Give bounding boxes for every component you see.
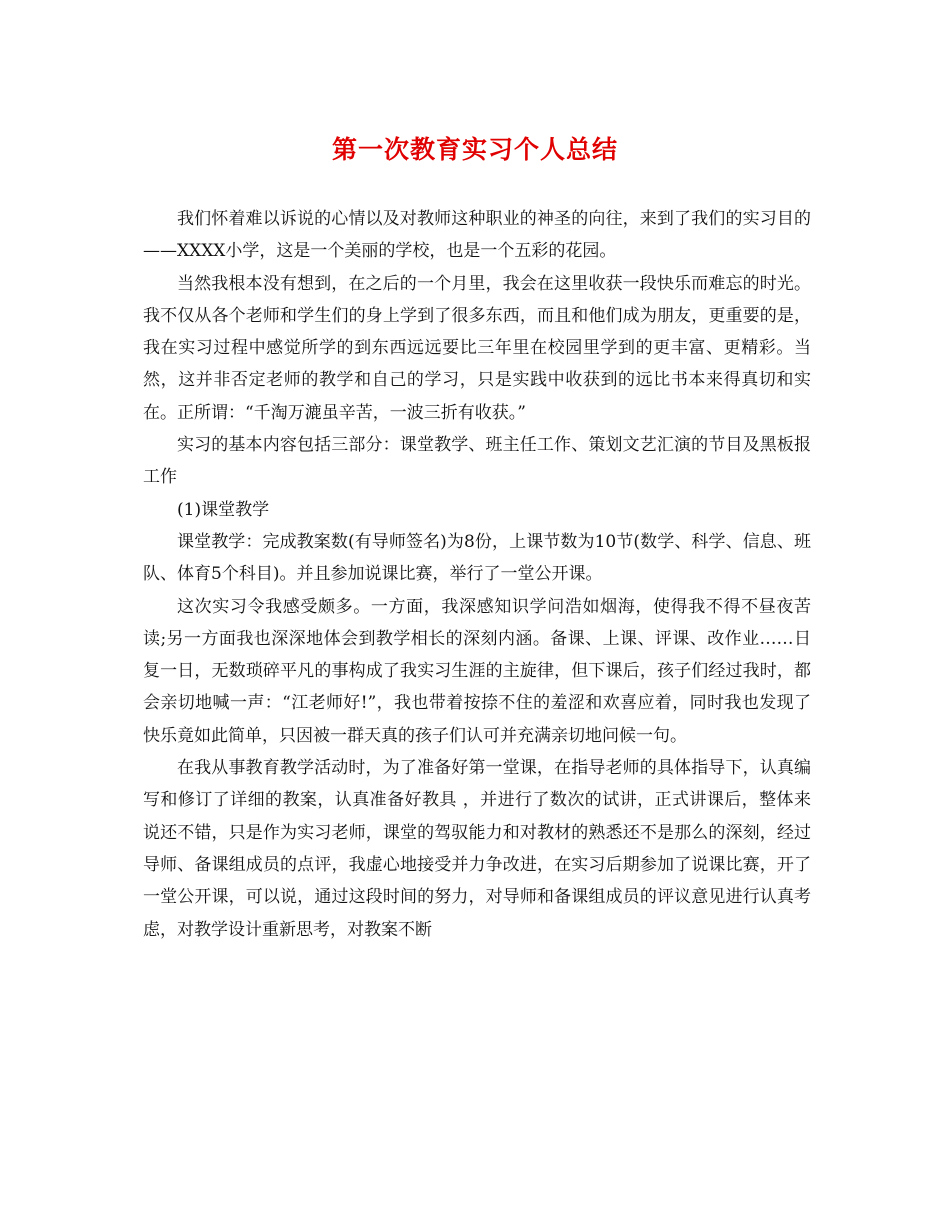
section-heading-classroom-teaching: (1)课堂教学 <box>177 499 270 520</box>
paragraph-content-overview: 实习的基本内容包括三部分：课堂教学、班主任工作、策划文艺汇演的节目及黑板报工作 <box>143 435 811 488</box>
paragraph-classroom-teaching: 课堂教学：完成教案数(有导师签名)为8份，上课节数为10节(数学、科学、信息、班队、体育5个科目)。并且参加说课比赛，举行了一堂公开课。 <box>143 531 811 585</box>
paragraph-first-lesson: 在我从事教育教学活动时，为了准备好第一堂课，在指导老师的具体指导下，认真编写和修订了详细的教案，认真准备好教具 ，并进行了数次的试讲，正式讲课后，整体来说还不错，只是作为实习老师，课堂的驾驭能力和对教材的熟悉还不是那么的深刻，经过导师、备课组成员的点评，我虚心地接受并力争改进，在实习后期参加了说课比赛，开了一堂公开课，可以说，通过这段时间的努力，对导师和备课组成员的评议意见进行认真考虑，对教学设计重新思考，对教案不断 <box>143 758 811 940</box>
document-body <box>143 203 811 946</box>
paragraph-experience: 这次实习令我感受颇多。一方面，我深感知识学问浩如烟海，使得我不得不昼夜苦读;另一方面我也深深地体会到教学相长的深刻内涵。备课、上课、评课、改作业……日复一日，无数琐碎平凡的事构成了我实习生涯的主旋律，但下课后，孩子们经过我时，都会亲切地喊一声：“江老师好!”，我也带着按捺不住的羞涩和欢喜应着，同时我也发现了快乐竟如此简单，只因被一群天真的孩子们认可并充满亲切地问候一句。 <box>143 596 811 746</box>
document-title: 第一次教育实习个人总结 <box>331 135 618 164</box>
paragraph-intro: 我们怀着难以诉说的心情以及对教师这种职业的神圣的向往，来到了我们的实习目的——XXXX小学，这是一个美丽的学校，也是一个五彩的花园。 <box>143 209 811 262</box>
paragraph-reflection: 当然我根本没有想到，在之后的一个月里，我会在这里收获一段快乐而难忘的时光。我不仅从各个老师和学生们的身上学到了很多东西，而且和他们成为朋友，更重要的是，我在实习过程中感觉所学的到东西远远要比三年里在校园里学到的更丰富、更精彩。当然，这并非否定老师的教学和自己的学习，只是实践中收获到的远比书本来得真切和实在。正所谓：“千淘万漉虽辛苦，一波三折有收获。” <box>143 273 811 423</box>
